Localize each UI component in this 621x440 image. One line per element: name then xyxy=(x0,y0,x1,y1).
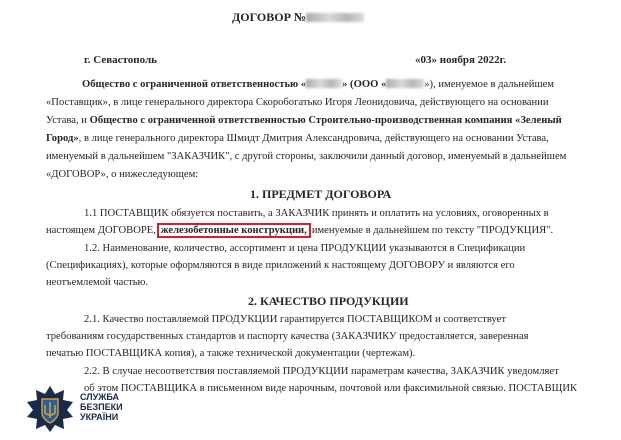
contract-title: ДОГОВОР № xyxy=(232,11,364,24)
city: г. Севастополь xyxy=(84,54,157,66)
intro-line-6: «ДОГОВОР», о нижеследующем: xyxy=(46,169,199,180)
section-2-1-line-3: печатью ПОСТАВЩИКА копия), а также технической документации (чертежам). xyxy=(46,348,416,359)
sbu-emblem-icon xyxy=(26,385,74,433)
intro-line-2: «Поставщик», в лице генерального директора Скоробогатько Игоря Леонидовича, действующего на основании xyxy=(46,97,549,108)
redacted-company xyxy=(306,79,342,88)
section-2-heading: 2. КАЧЕСТВО ПРОДУКЦИИ xyxy=(248,294,409,308)
section-1-heading: 1. ПРЕДМЕТ ДОГОВОРА xyxy=(250,187,392,201)
highlighted-product: железобетонные конструкции, xyxy=(157,223,311,238)
section-1-2-line-3: неотъемлемой частью. xyxy=(46,277,149,288)
redacted-number xyxy=(306,13,364,22)
section-1-1-line-1: 1.1 ПОСТАВЩИК обязуется поставить, а ЗАКАЗЧИК принять и оплатить на условиях, оговоренных в xyxy=(84,208,549,219)
section-2-2-line-2: об этом ПОСТАВЩИКА в письменном виде нарочным, почтовой или факсимильной связью. ПОСТАВЩИК xyxy=(84,383,578,394)
redacted-company-short xyxy=(386,79,424,88)
intro-line-1: Общество с ограниченной ответственностью « » (ООО « »), именуемое в дальнейшем xyxy=(82,79,555,90)
section-1-1-line-2: настоящем ДОГОВОРЕ, железобетонные конструкции, именуемые в дальнейшем по тексту "ПРОДУКЦИЯ". xyxy=(46,225,554,236)
sbu-logo-text: СЛУЖБА БЕЗПЕКИ УКРАЇНИ xyxy=(80,392,123,422)
section-2-1-line-1: 2.1. Качество поставляемой ПРОДУКЦИИ гарантируется ПОСТАВЩИКОМ и соответствует xyxy=(84,314,506,325)
section-2-2-line-1: 2.2. В случае несоответствия поставляемой ПРОДУКЦИИ параметрам качества, ЗАКАЗЧИК уведомляет xyxy=(84,366,559,377)
intro-line-5: именуемый в дальнейшем "ЗАКАЗЧИК", с другой стороны, заключили данный договор, именуемый в дальнейшем xyxy=(46,151,567,162)
section-1-2-line-1: 1.2. Наименование, количество, ассортимент и цена ПРОДУКЦИИ указываются в Спецификации xyxy=(84,243,526,254)
intro-line-4: Город», в лице генерального директора Шмидт Дмитрия Александровича, действующего на основании Устава, xyxy=(46,133,549,144)
section-1-2-line-2: (Спецификациях), которые оформляются в виде приложений к настоящему ДОГОВОРУ и являются его xyxy=(46,260,515,271)
contract-date: «03» ноября 2022г. xyxy=(415,54,507,66)
intro-line-3: Устава, и Общество с ограниченной ответственностью Строительно-производственная компания «Зеленый xyxy=(46,115,562,126)
section-2-1-line-2: требованиям государственных стандартов и паспорту качества (ЗАКАЗЧИКУ предоставляется, заверенная xyxy=(46,331,529,342)
